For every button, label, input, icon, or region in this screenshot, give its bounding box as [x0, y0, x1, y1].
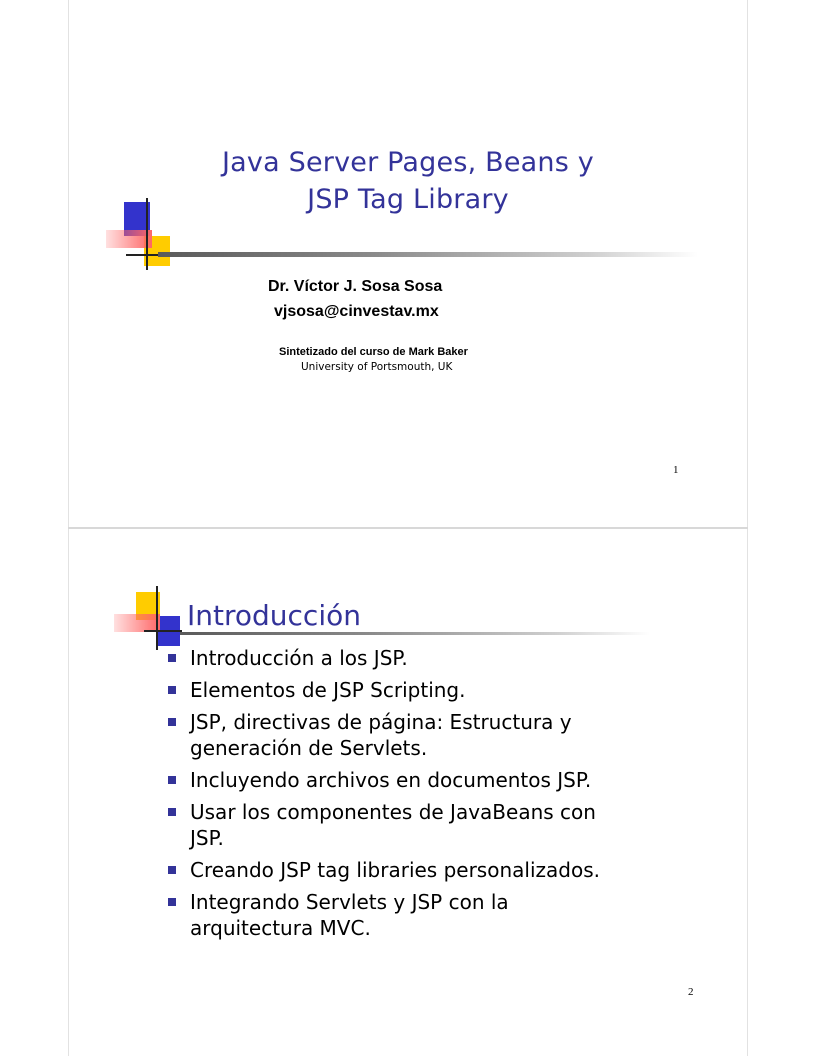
square-bullet-icon: [168, 808, 176, 816]
list-item: [168, 677, 668, 703]
list-item: [168, 645, 668, 671]
logo-vertical-line: [156, 586, 158, 650]
list-item-text: Usar los componentes de JavaBeans con: [190, 800, 596, 824]
square-bullet-icon: [168, 776, 176, 784]
list-item-text-cont: arquitectura MVC.: [190, 916, 371, 940]
list-item: [168, 709, 668, 761]
list-item-text: Introducción a los JSP.: [190, 646, 408, 670]
author-email: vjsosa@cinvestav.mx: [274, 303, 439, 320]
list-item-text: JSP, directivas de página: Estructura y: [190, 710, 572, 734]
list-item: [168, 889, 668, 941]
list-item: [168, 857, 668, 883]
list-item-text: Incluyendo archivos en documentos JSP.: [190, 768, 592, 792]
title-line-2: JSP Tag Library: [307, 184, 509, 215]
list-item-text: Integrando Servlets y JSP con la: [190, 890, 509, 914]
square-bullet-icon: [168, 654, 176, 662]
slide-title: Introducción: [187, 599, 361, 632]
title-rule: [158, 252, 698, 257]
page-number-1: 1: [673, 464, 679, 476]
author-name: Dr. Víctor J. Sosa Sosa: [268, 278, 443, 295]
logo-horizontal-line: [144, 630, 182, 632]
list-item-text: Elementos de JSP Scripting.: [190, 678, 466, 702]
square-bullet-icon: [168, 686, 176, 694]
credit-block: [279, 345, 468, 375]
author-block: [268, 274, 442, 324]
list-item-text: Creando JSP tag libraries personalizados.: [190, 858, 600, 882]
page-number-2: 2: [688, 986, 694, 998]
title-line-1: Java Server Pages, Beans y: [222, 147, 594, 178]
presentation-title: [188, 144, 628, 218]
list-item: [168, 799, 668, 851]
list-item-text-cont: generación de Servlets.: [190, 736, 428, 760]
list-item-text-cont: JSP.: [190, 826, 224, 850]
logo-vertical-line: [146, 198, 148, 270]
credit-text: Sintetizado del curso de Mark Baker: [279, 346, 468, 358]
square-bullet-icon: [168, 718, 176, 726]
university-text: University of Portsmouth, UK: [301, 361, 453, 373]
square-bullet-icon: [168, 866, 176, 874]
list-item: [168, 767, 668, 793]
square-bullet-icon: [168, 898, 176, 906]
slide-1: [68, 0, 748, 528]
colored-squares-logo-icon: [106, 202, 186, 282]
slide-2: [68, 528, 748, 1056]
bullet-list: [168, 645, 668, 947]
